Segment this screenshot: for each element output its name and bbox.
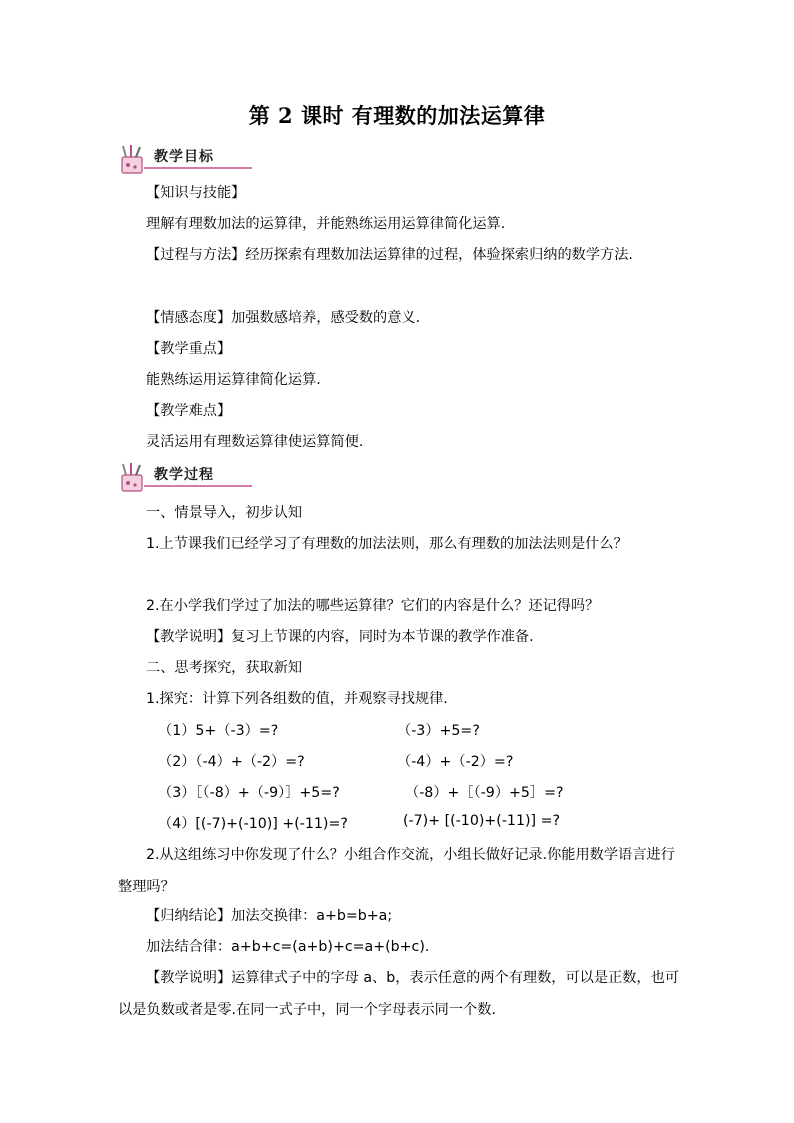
section-header-goals xyxy=(116,143,256,177)
difficulty-text: 灵活运用有理数运算律使运算简便. xyxy=(146,434,364,450)
page-title: 第 2 课时 有理数的加法运算律 xyxy=(248,103,546,128)
exercise-left: （2）（-4）+（-2）=? xyxy=(158,754,305,770)
exercise-left: （3）［（-8）+（-9）］+5=? xyxy=(158,785,340,801)
knowledge-text: 理解有理数加法的运算律，并能熟练运用运算律简化运算. xyxy=(146,216,506,232)
knowledge-heading: 【知识与技能】 xyxy=(146,185,246,201)
step2-heading: 二、思考探究，获取新知 xyxy=(146,660,303,676)
pencil-cup-icon xyxy=(116,143,150,177)
exercise-right: (-7)+ [(-10)+(-11)] =? xyxy=(403,813,560,829)
step1-heading: 一、情景导入，初步认知 xyxy=(146,505,303,521)
question-1: 1.上节课我们已经学习了有理数的加法法则，那么有理数的加法法则是什么？ xyxy=(146,536,628,552)
exercise-right: （-3）+5=? xyxy=(397,723,480,739)
exercise-right: （-4）+（-2）=? xyxy=(397,754,514,770)
teaching-note-1: 【教学说明】复习上节课的内容，同时为本节课的教学作准备. xyxy=(146,629,534,645)
section-title: 教学目标 xyxy=(154,149,214,165)
exercise-right: （-8）+［（-9）+5］=? xyxy=(405,785,564,801)
exercise-left: （1）5+（-3）=? xyxy=(158,723,279,739)
emotion-text: 【情感态度】加强数感培养，感受数的意义. xyxy=(146,310,421,326)
explore-instruction: 1.探究：计算下列各组数的值，并观察寻找规律. xyxy=(146,691,448,707)
pencil-cup-icon xyxy=(116,461,150,495)
teaching-note-2: 【教学说明】运算律式子中的字母 a、b，表示任意的两个有理数，可以是正数，也可以是负数或者是零.在同一式子中，同一个字母表示同一个数. xyxy=(118,970,679,1018)
question-2: 2.在小学我们学过了加法的哪些运算律？它们的内容是什么？还记得吗？ xyxy=(146,598,600,614)
section-title: 教学过程 xyxy=(154,467,214,483)
associative-law-text: 加法结合律：a+b+c=(a+b)+c=a+(b+c). xyxy=(146,939,430,955)
section-header-process xyxy=(116,461,256,495)
conclusion-text: 【归纳结论】加法交换律：a+b=b+a; xyxy=(146,908,393,924)
key-text: 能熟练运用运算律简化运算. xyxy=(146,372,321,388)
difficulty-heading: 【教学难点】 xyxy=(146,403,232,419)
exercise-left: （4）[(-7)+(-10)] +(-11)=? xyxy=(158,816,348,832)
question-3: 2.从这组练习中你发现了什么？小组合作交流，小组长做好记录.你能用数学语言进行整理吗？ xyxy=(118,847,675,895)
key-heading: 【教学重点】 xyxy=(146,341,232,357)
process-method-text: 【过程与方法】经历探索有理数加法运算律的过程，体验探索归纳的数学方法. xyxy=(146,247,633,263)
section-underline xyxy=(144,167,252,169)
section-underline xyxy=(144,485,252,487)
